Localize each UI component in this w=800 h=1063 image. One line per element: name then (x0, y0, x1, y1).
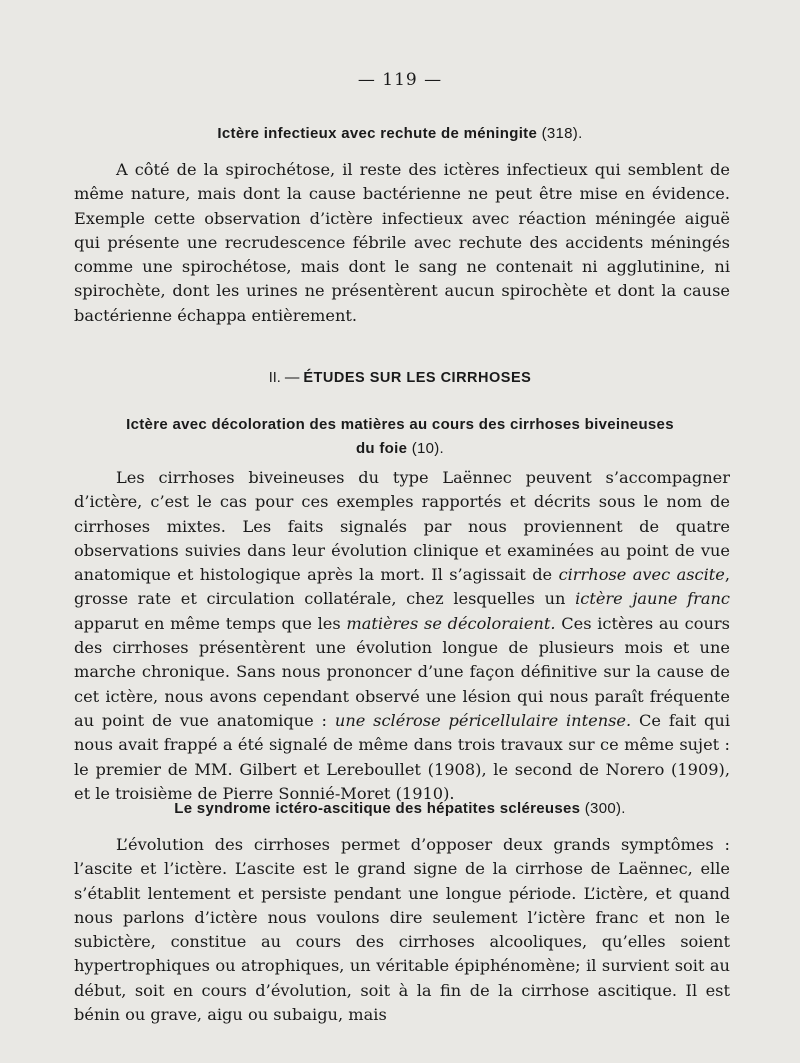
section-heading-icterus-meningitis (0, 125, 800, 142)
heading-reference: (300). (584, 800, 626, 817)
heading-line-1: Ictère avec décoloration des matières au cours des cirrhoses biveineuses (126, 416, 674, 433)
section-heading-decoloration (0, 413, 800, 461)
italic-matieres-decoloraient: matières se décoloraient. (346, 613, 556, 633)
paragraph-spirochetosis: A côté de la spirochétose, il reste des ictères infectieux qui semblent de même nature, mais dont la cause bactérienne ne peut être mise en évidence. Exemple cette observation d’ictère infectieux avec réaction méningée aiguë qui présente une recrudescence fébrile avec rechute des accidents méningés comme une spirochétose, mais dont le sang ne contenait ni agglutinine, ni spirochète, dont les urines ne présentèrent aucun spirochète et dont la cause bactérienne échappa entièrement. (74, 160, 730, 325)
text-run: Ces ictères au cours des cirrhoses présentèrent une évolution longue de plusieurs mois et une marche chronique. Sans nous prononcer d’une façon définitive sur la cause de cet ictère, nous avons cependant observé une lésion qui nous paraît fréquente au point de vue anatomique : (74, 613, 730, 730)
heading-text: Ictère infectieux avec rechute de méningite (217, 125, 538, 142)
heading-reference: (318). (541, 125, 583, 142)
paragraph-biveinous-cirrhosis (74, 466, 730, 806)
section-heading-ictero-ascitic (0, 800, 800, 817)
text-run: Les cirrhoses biveineuses du type Laënnec peuvent s’accompagner d’ictère, c’est le cas pour ces exemples rapportés et décrits sous le nom de cirrhoses mixtes. Les faits signalés par nous proviennent de quatre observations suivies dans leur évolution clinique et examinées au point de vue anatomique et histologique après la mort. Il s’agissait de (74, 468, 730, 585)
heading-reference: (10). (411, 440, 445, 457)
italic-ictere-jaune-franc: ictère jaune franc (575, 589, 730, 609)
text-run: apparut en même temps que les (74, 613, 341, 633)
heading-text: Le syndrome ictéro-ascitique des hépatites scléreuses (174, 800, 581, 817)
text-run: Ce fait qui nous avait frappé a été signalé de même dans trois travaux sur ce même sujet : le premier de MM. Gilbert et Lereboullet (1908), le second de Norero (1909), et le troisième de Pierre Sonnié-Moret (1910). (74, 710, 731, 803)
part-number: II. — (268, 370, 300, 386)
part-title (0, 370, 800, 386)
italic-cirrhose-avec-ascite: cirrhose avec ascite (558, 565, 725, 585)
paragraph-ictero-ascitic-syndrome: L’évolution des cirrhoses permet d’opposer deux grands symptômes : l’ascite et l’ictère. L’ascite est le grand signe de la cirrhose de Laënnec, elle s’établit lentement et persiste pendant une longue période. L’ictère, et quand nous parlons d’ictère nous voulons dire seulement l’ictère franc et non le subictère, constitue au cours des cirrhoses alcooliques, qu’elles soient hypertrophiques ou atrophiques, un véritable épiphénomène; il survient soit au début, soit en cours d’évolution, soit à la fin de la cirrhose ascitique. Il est bénin ou grave, aigu ou subaigu, mais (74, 835, 730, 1025)
italic-sclerose-pericellulaire: une sclérose péricellulaire intense. (334, 710, 632, 730)
part-title-text: ÉTUDES SUR LES CIRRHOSES (303, 370, 532, 386)
heading-line-2: du foie (355, 440, 408, 457)
page-number: — 119 — (357, 70, 443, 90)
text-run: , grosse rate et circulation collatérale, chez lesquelles un (74, 565, 731, 609)
